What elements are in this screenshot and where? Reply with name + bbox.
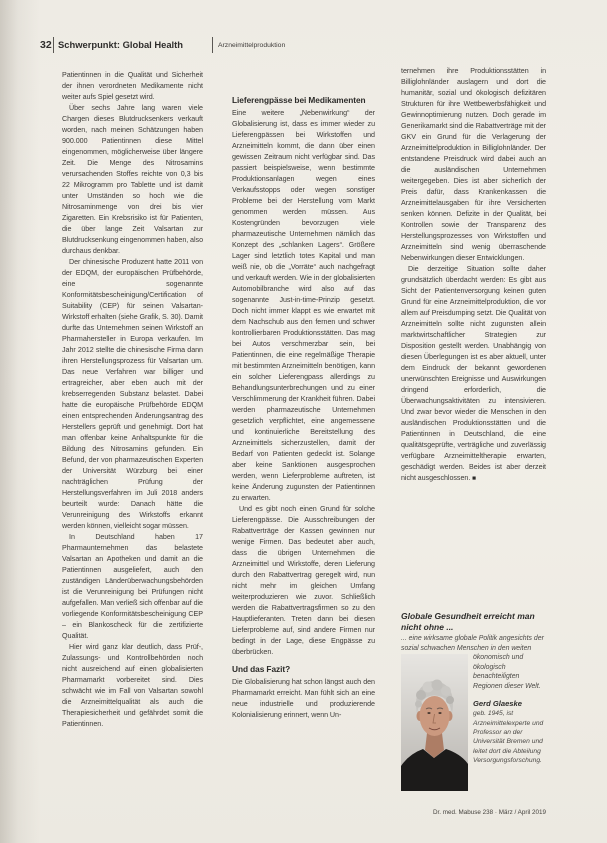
body-paragraph: Die Globalisierung hat schon längst auch den Pharmamarkt erreicht. Man fühlt sich an eine neue industrielle und produzierende Kolonialisierung erinnert, wenn Un-: [232, 678, 375, 719]
end-mark: ■: [472, 475, 476, 482]
body-paragraph: Patientinnen in die Qualität und Sicherheit der ihnen verordneten Medikamente nicht weiter aufs Spiel gesetzt wird.: [62, 71, 203, 101]
body-paragraph: Und es gibt noch einen Grund für solche Lieferengpässe. Die Ausschreibungen der Rabattverträge der Kassen gewinnen nur wenige Firmen. Das bedeutet aber auch, dass die übrigen Unternehmen die Arzneimittel und Wirkstoffe, deren Lieferung durch den Rabattvertrag geregelt wird, nun nicht mehr im gleichen Umfang weiterproduzieren wie zuvor. Schließlich werden die Rabattvertragsfirmen so zu den Hauptlieferanten. Treten dann bei diesen Lieferprobleme auf, sind andere Firmen nur bedingt in der Lage, diese Engpässe zu überbrücken.: [232, 505, 375, 656]
quote-text: ... eine wirksame globale Politik angesichts der sozial schwachen Menschen in den weiten ökonomisch und ökologisch benachteiligten Regionen dieser Welt.: [401, 635, 544, 690]
body-paragraph: Eine weitere „Nebenwirkung“ der Globalisierung ist, dass es immer wieder zu Lieferengpässen bei Wirkstoffen und Arzneimitteln kommt, die dann über einen gewissen Zeitraum nicht verfügbar sind. Das passiert beispielsweise, wenn bestimmte Produktionsanlagen wegen eines Verkaufsstopps oder wegen sonstiger Probleme bei der Herstellung vom Markt genommen werden müssen. Aus Kostengründen bevorzugen viele pharmazeutische Unternehmen nämlich das Konzept des „schlanken Lagers“. Größere Lager sind letztlich totes Kapital und man weiß nie, ob die „Vorräte“ auch nachgefragt und verkauft werden. Wie in der globalisierten Automobilbranche wird also auf das sogenannte Just-in-time-Prinzip gesetzt. Doch nicht immer klappt es wie erwartet mit dem Nachschub aus den fernen und schwer kontrollierbaren Produktionsstätten. Das mag bei Autos verschmerzbar sein, bei Patientinnen, die eine regelmäßige Therapie mit bestimmten Arzneimitteln benötigen, kann ein solcher Lieferengpass allerdings zu Behandlungsunterbrechungen und zu einer Verschlimmerung der Krankheit führen. Dabei werden pharmazeutische Unternehmen gesetzlich verpflichtet, eine angemessene und kontinuierliche Bereitstellung des Arzneimittels sicherzustellen, damit der Bedarf von Patienten gedeckt ist. Solange aber keine Sanktionen ausgesprochen werden, wenn Lieferprobleme auftreten, ist keine Änderung zugunsten der Patientinnen zu erwarten.: [232, 109, 375, 502]
quote-body: [401, 634, 547, 766]
body-paragraph: In Deutschland haben 17 Pharmaunternehmen das belastete Valsartan an Apotheken und damit an die Patientinnen ausgeliefert, auch den zuständigen Länderüberwachungsbehörden ist die Verunreinigung bei Prüfungen nicht aufgefallen. Man verließ sich offenbar auf die vorliegende Konformitätsbescheinigung CEP – ein Blankoscheck für die zertifizierte Qualität.: [62, 533, 203, 640]
page-footer: Dr. med. Mabuse 238 · März / April 2019: [432, 809, 546, 816]
article-column-1: [62, 70, 203, 748]
author-name: Gerd Glaeske: [473, 698, 522, 708]
body-paragraph: Die derzeitige Situation sollte daher grundsätzlich überdacht werden: Es gibt aus Sicht der Patientenversorgung keinen guten Grund für eine Arzneimittelproduktion, die vor allem auf Preisdumping setzt. Die Qualität von Arzneimitteln sollte nicht zugunsten allein marktwirtschaftlicher Strategien zur Disposition gestellt werden. Unabhängig von diesen Überlegungen ist es aber aktuell, unter dem Eindruck der bekannt gewordenen unerwünschten Ereignisse und Auswirkungen dringend erforderlich, die Überwachungsaktivitäten zu intensivieren. Und zwar bevor wieder die Menschen in den ausländischen Produktionsstätten und die Patientinnen in Deutschland, die eine qualitätsgeprüfte, verträgliche und zuverlässig verfügbare Arzneimitteltherapie erwarten, geschädigt werden. Beides ist aber derzeit nicht ausgeschlossen.: [401, 265, 546, 482]
body-paragraph: Der chinesische Produzent hatte 2011 von der EDQM, der europäischen Prüfbehörde, eine sogenannte Konformitätsbescheinigung/Certification of Suitability (CEP) für seinen Valsartan-Wirkstoff erhalten (siehe Grafik, S. 30). Damit durfte das Unternehmen seinen Wirkstoff an Pharmahersteller in Europa verkaufen. Im Jahr 2012 stellte die chinesische Firma dann ihren Herstellungsprozess für Valsartan um. Das neue Verfahren war billiger und ertragreicher, aber eben auch mit der krebserregenden Substanz belastet. Dabei hatte die europäische Prüfbehörde EDQM einen entsprechenden Änderungsantrag des Herstellers geprüft und genehmigt. Dort hat man offenbar keine Anhaltspunkte für die Bildung des Nitrosamins gefunden. Ein Befund, der von pharmazeutischen Experten der Universität Würzburg bei einer nachträglichen Prüfung der Herstellungsverfahren im Juli 2018 anders beurteilt wurde: Danach hätte die Verunreinigung des Wirkstoffs erkannt werden können, vielleicht sogar müssen.: [62, 258, 203, 530]
page-header: [0, 0, 607, 60]
page-number: 32: [40, 39, 52, 51]
author-bio: geb. 1945, ist Arzneimittelexperte und Professor an der Universität Bremen und leitet dort die Abteilung Versorgungsforschung.: [473, 710, 544, 765]
section-topic: Arzneimittelproduktion: [218, 42, 286, 49]
section-title: Schwerpunkt: Global Health: [58, 39, 184, 50]
section-heading: Lieferengpässe bei Medikamenten: [232, 95, 366, 105]
header-divider: [212, 37, 213, 53]
body-paragraph-final: [401, 264, 546, 484]
author-quote-box: [401, 611, 547, 803]
body-paragraph: Über sechs Jahre lang waren viele Chargen dieses Blutdrucksenkers verkauft worden, nach meinen Schätzungen haben 900.000 Patientinnen diese Mittel eingenommen, möglicherweise über längere Zeit. Die Menge des Nitrosamins verursachenden Stoffes reichte von 0,3 bis 22 Mikrogramm pro Tablette und ist damit unter Umständen so hoch wie die Nitrosaminmenge von drei bis vier Zigaretten. Ein Krebsrisiko ist für Patienten, die über lange Zeit Valsartan zur Blutdrucksenkung eingenommen haben, also durchaus denkbar.: [62, 104, 203, 255]
body-paragraph: ternehmen ihre Produktionsstätten in Billiglohnländer auslagern und dort die humanitär, sozial und ökologisch defizitären Strukturen für ihre Wettbewerbsfähigkeit und Gewinnoptimierung nutzen. Doch gerade im Generikamarkt sind die Rabattverträge mit der GKV ein Grund für die Verlagerung der Arzneimittelproduktion in Billiglohnländer. Der entstandene Preisdruck wird dabei auch an die ausländischen Unternehmen weitergegeben. Dies ist aber sicherlich der Preis dafür, dass Krankenkassen die Arzneimittelausgaben für ihre Versicherten senken können. Defizite in der Qualität, bei Kontrollen sowie der Transparenz des Herstellungsprozesses von Wirkstoffen und Arzneimitteln sind wenig überraschende Nebenwirkungen dieser Entwicklungen.: [401, 67, 546, 262]
header-divider: [53, 37, 54, 53]
author-photo: [401, 654, 468, 791]
portrait-image: [401, 654, 468, 791]
section-heading: Und das Fazit?: [232, 664, 291, 674]
article-column-3: [401, 66, 546, 582]
quote-title: Globale Gesundheit erreicht man nicht ohne ...: [401, 611, 535, 632]
article-column-2: [232, 95, 375, 803]
body-paragraph: Hier wird ganz klar deutlich, dass Prüf-, Zulassungs- und Kontrollbehörden noch nicht ausreichend auf einen globalisierten Pharmamarkt vorbereitet sind. Dies schwächt wie im Fall von Valsartan sowohl die Arzneimittelqualität als auch die Therapiesicherheit und gefährdet somit die Patientinnen.: [62, 643, 203, 728]
